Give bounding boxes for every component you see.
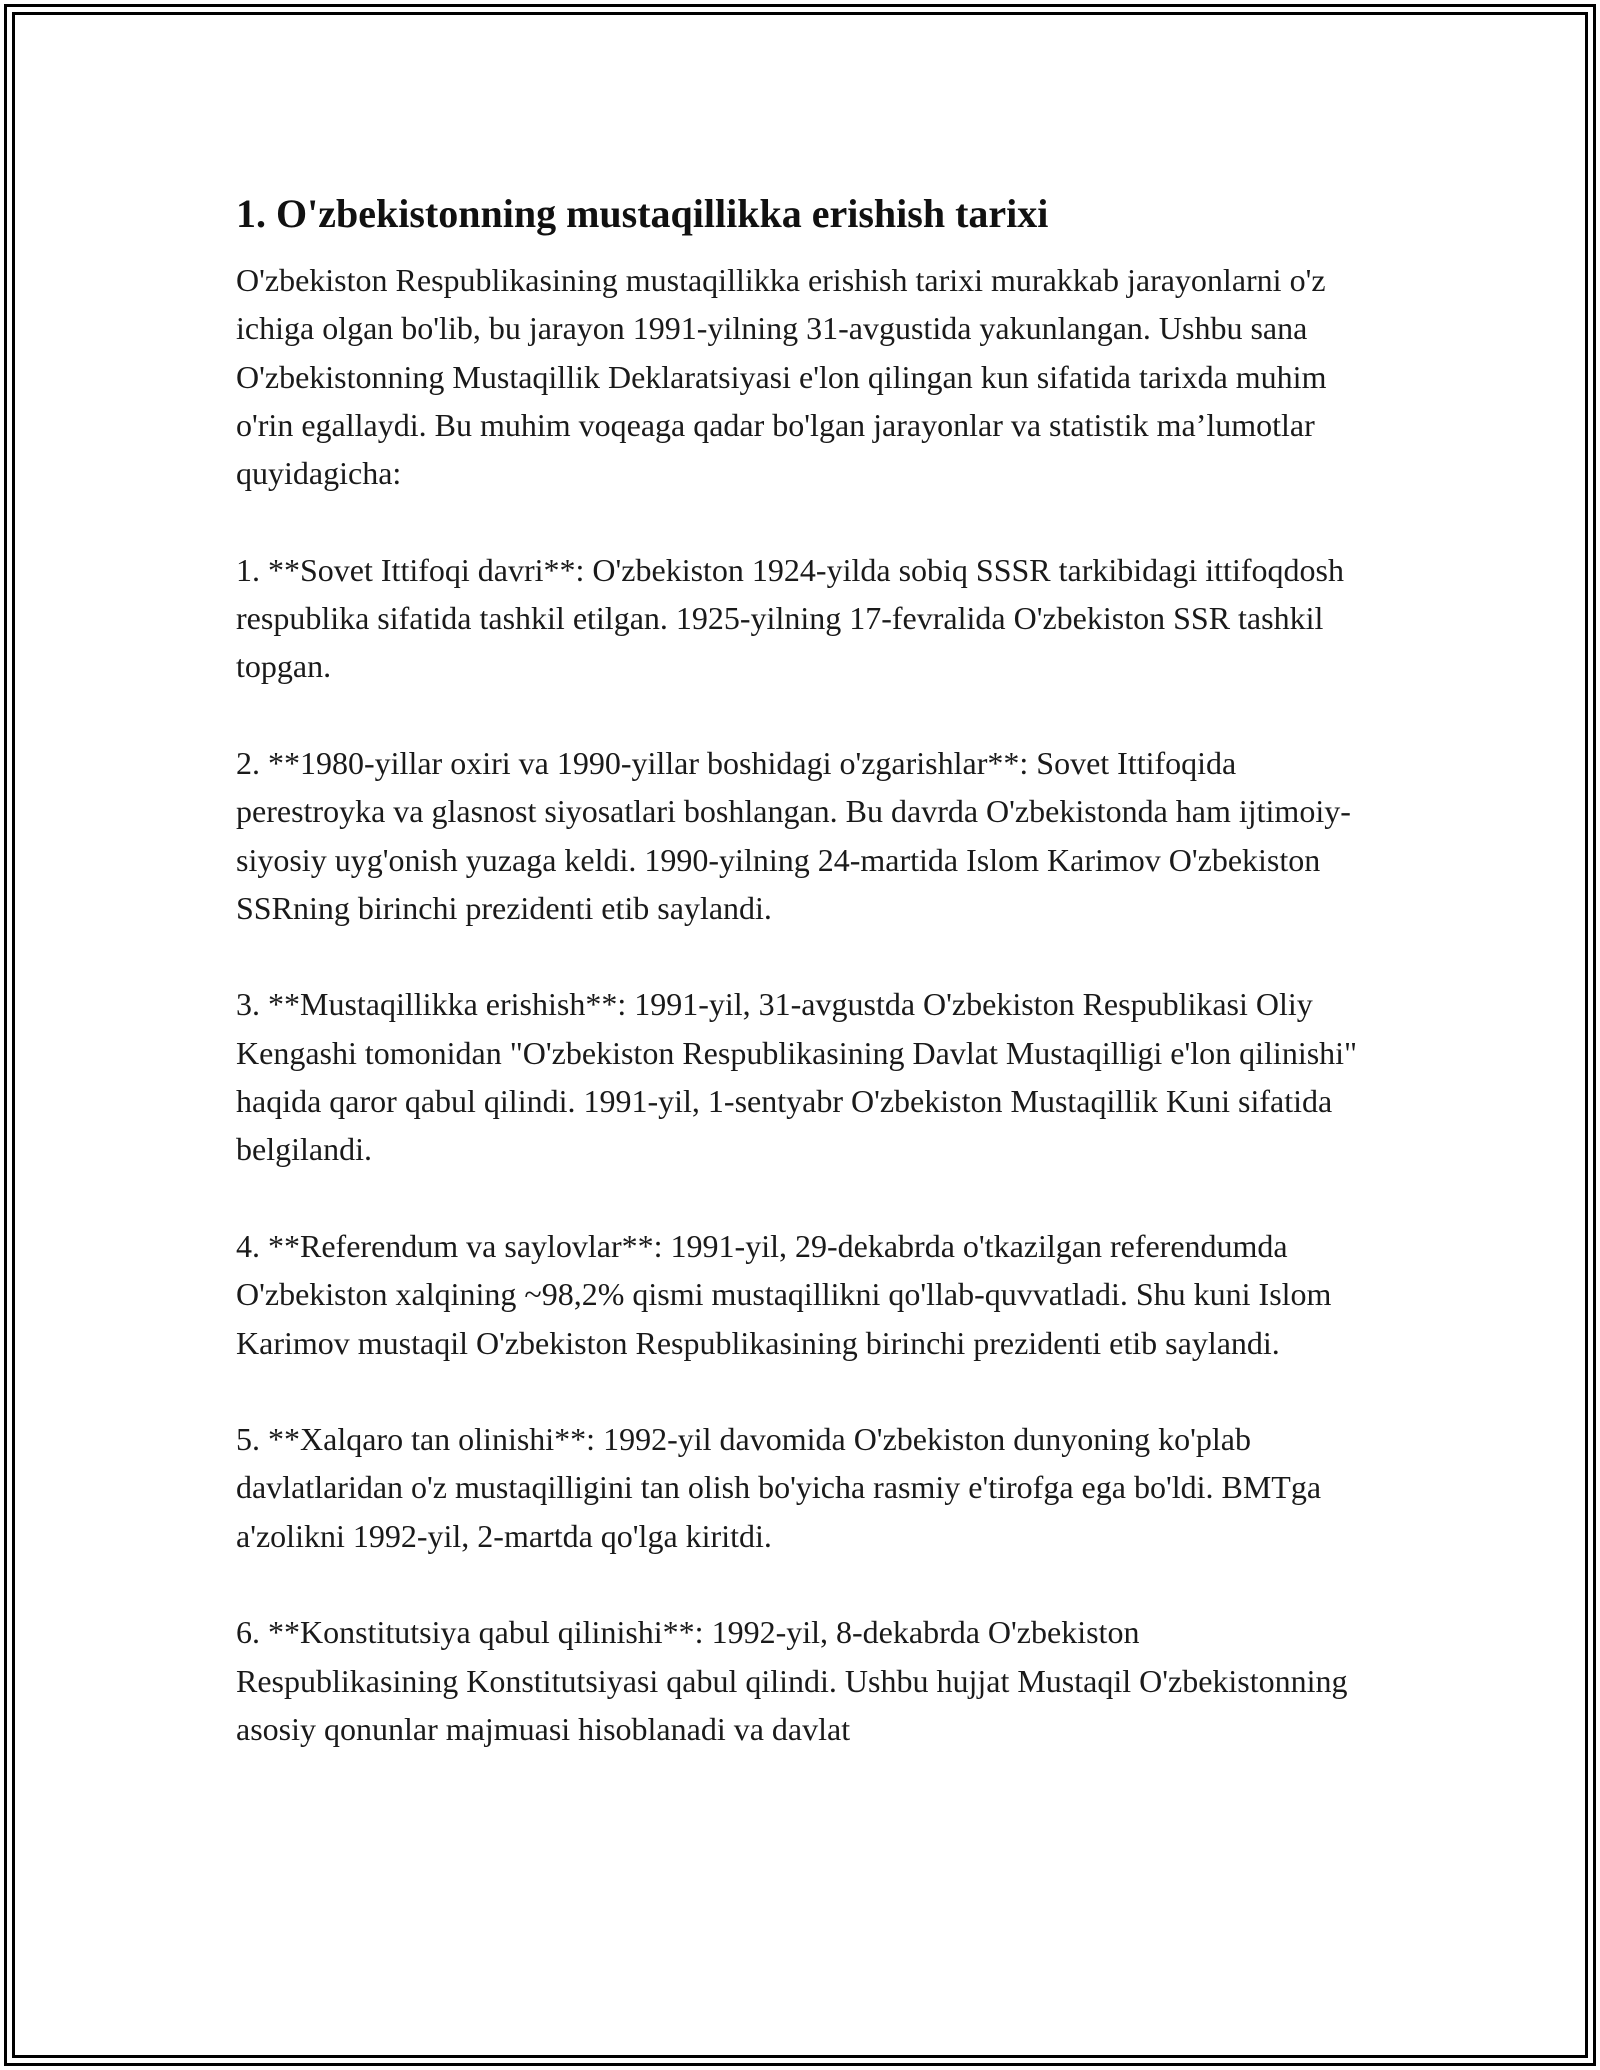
document-title: 1. O'zbekistonning mustaqillikka erishish tarixi [236,191,1049,236]
list-item-4-paragraph: 4. **Referendum va saylovlar**: 1991-yil, 29-dekabrda o'tkazilgan referendumda O'zbekiston xalqining ~98,2% qismi mustaqillikni qo'llab-quvvatladi. Shu kuni Islom Karimov mustaqil O'zbekiston Respublikasining birinchi prezidenti etib saylandi. [236,1227,1332,1361]
intro-paragraph: O'zbekiston Respublikasining mustaqillikka erishish tarixi murakkab jarayonlarni o'z ichiga olgan bo'lib, bu jarayon 1991-yilning 31-avgustida yakunlangan. Ushbu sana O'zbekistonning Mustaqillik Deklaratsiyasi e'lon qilingan kun sifatida tarixda muhim o'rin egallaydi. Bu muhim voqeaga qadar bo'lgan jarayonlar va statistik ma’lumotlar quyidagicha: [236,262,1327,492]
list-item-6-paragraph: 6. **Konstitutsiya qabul qilinishi**: 1992-yil, 8-dekabrda O'zbekiston Respublikasining Konstitutsiyasi qabul qilindi. Ushbu hujjat Mustaqil O'zbekistonning asosiy qonunlar majmuasi hisoblanadi va davlat [236,1614,1348,1747]
list-item-1-paragraph: 1. **Sovet Ittifoqi davri**: O'zbekiston 1924-yilda sobiq SSSR tarkibidagi ittifoqdosh respublika sifatida tashkil etilgan. 1925-yilning 17-fevralida O'zbekiston SSR tashkil topgan. [236,551,1344,685]
document-body [236,184,1361,1802]
list-item-3-paragraph: 3. **Mustaqillikka erishish**: 1991-yil, 31-avgustda O'zbekiston Respublikasi Oliy Kengashi tomonidan "O'zbekiston Respublikasining Davlat Mustaqilligi e'lon qilinishi" haqida qaror qabul qilindi. 1991-yil, 1-sentyabr O'zbekiston Mustaqillik Kuni sifatida belgilandi. [236,986,1358,1168]
list-item-5-paragraph: 5. **Xalqaro tan olinishi**: 1992-yil davomida O'zbekiston dunyoning ko'plab davlatlaridan o'z mustaqilligini tan olish bo'yicha rasmiy e'tirofga ega bo'ldi. BMTga a'zolikni 1992-yil, 2-martda qo'lga kiritdi. [236,1421,1322,1554]
list-item-2-paragraph: 2. **1980-yillar oxiri va 1990-yillar boshidagi o'zgarishlar**: Sovet Ittifoqida perestroyka va glasnost siyosatlari boshlangan. Bu davrda O'zbekistonda ham ijtimoiy-siyosiy uyg'onish yuzaga keldi. 1990-yilning 24-martida Islom Karimov O'zbekiston SSRning birinchi prezidenti etib saylandi. [236,744,1351,926]
